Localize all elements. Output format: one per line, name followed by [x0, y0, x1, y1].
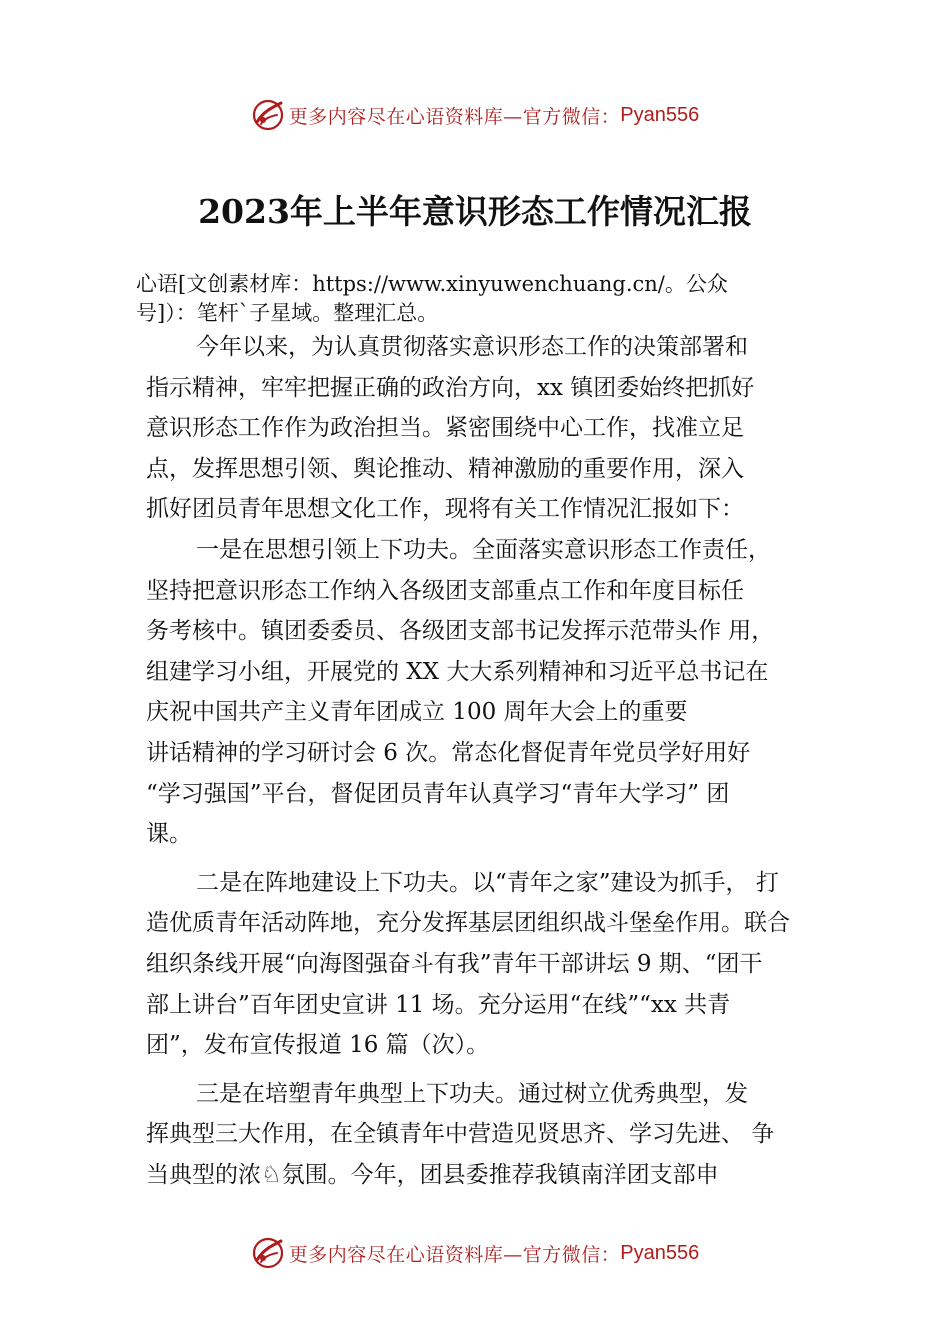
text-line: 指示精神，牢牢把握正确的政治方向，xx 镇团委始终把抓好 [146, 374, 755, 401]
header-banner [0, 95, 950, 135]
text-line: 二是在阵地建设上下功夫。以“青年之家”建设为抓手， 打 [196, 869, 779, 896]
text-line: 务考核中。镇团委委员、各级团支部书记发挥示范带头作 用， [146, 618, 775, 645]
source-line-1: 心语[文创素材库：https://www.xinyuwenchuang.cn/。公众 [136, 272, 728, 296]
text-line: 一是在思想引领上下功夫。全面落实意识形态工作责任， [196, 536, 771, 563]
brush-logo-icon [251, 1236, 285, 1270]
text-line: “学习强国”平台，督促团员青年认真学习“青年大学习” 团 [146, 780, 730, 807]
text-line: 三是在培塑青年典型上下功夫。通过树立优秀典型，发 [196, 1080, 748, 1107]
document-title: 2023年上半年意识形态工作情况汇报 [198, 192, 752, 231]
text-line: 团”，发布宣传报道 16 篇（次）。 [146, 1032, 490, 1059]
text-line: 当典型的浓♘氛围。今年，团县委推荐我镇南洋团支部申 [146, 1161, 719, 1188]
text-line: 点，发挥思想引领、舆论推动、精神激励的重要作用，深入 [146, 455, 744, 482]
paragraph [146, 863, 836, 1066]
text-line: 课。 [146, 821, 192, 848]
banner-wechat-id: Pyan556 [620, 103, 700, 126]
source-note [136, 270, 836, 328]
text-line: 组织条线开展“向海图强奋斗有我”青年干部讲坛 9 期、“团干 [146, 950, 763, 977]
text-line: 抓好团员青年思想文化工作，现将有关工作情况汇报如下： [146, 496, 744, 523]
source-line-2: 号]）：笔杆`子星域。整理汇总。 [136, 301, 439, 325]
document-body [146, 327, 836, 1195]
footer-banner [0, 1233, 950, 1273]
text-line: 挥典型三大作用，在全镇青年中营造见贤思齐、学习先进、 争 [146, 1121, 775, 1148]
text-line: 造优质青年活动阵地，充分发挥基层团组织战斗堡垒作用。联合 [146, 910, 790, 937]
paragraph [146, 1074, 836, 1196]
paragraph [146, 530, 836, 855]
text-line: 意识形态工作作为政治担当。紧密围绕中心工作，找准立足 [146, 415, 744, 442]
paragraph [146, 327, 836, 530]
text-line: 组建学习小组，开展党的 XX 大大系列精神和习近平总书记在 [146, 658, 769, 685]
text-line: 部上讲台”百年团史宣讲 11 场。充分运用“在线”“xx 共青 [146, 991, 731, 1018]
text-line: 今年以来，为认真贯彻落实意识形态工作的决策部署和 [196, 334, 748, 360]
banner-text: 更多内容尽在心语资料库—官方微信： [288, 1243, 621, 1266]
text-line: 庆祝中国共产主义青年团成立 100 周年大会上的重要 [146, 699, 688, 726]
banner-text: 更多内容尽在心语资料库—官方微信： [288, 105, 621, 128]
text-line: 坚持把意识形态工作纳入各级团支部重点工作和年度目标任 [146, 577, 744, 604]
banner-wechat-id: Pyan556 [620, 1241, 700, 1264]
text-line: 讲话精神的学习研讨会 6 次。常态化督促青年党员学好用好 [146, 739, 751, 766]
brush-logo-icon [251, 98, 285, 132]
